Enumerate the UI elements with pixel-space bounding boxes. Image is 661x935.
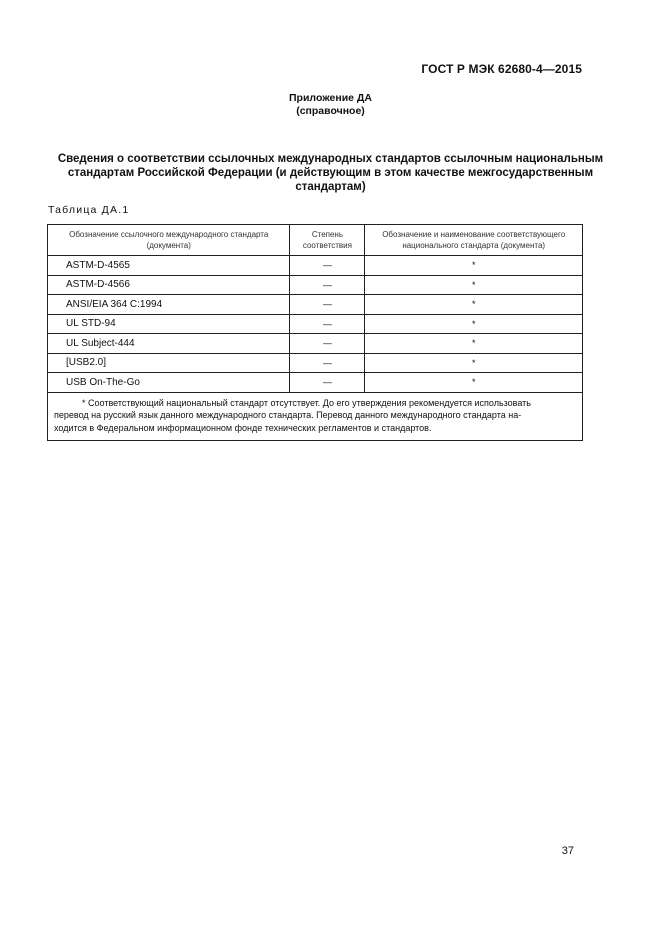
table-row [48, 334, 583, 354]
footnote-line: ходится в Федеральном информационном фонде технических регламентов и стандартов. [54, 422, 432, 433]
correspondence-table [47, 224, 583, 441]
header-line: (документа) [146, 241, 191, 250]
cell-standard: USB On-The-Go [48, 373, 290, 393]
cell-national: * [365, 314, 583, 334]
table-footnote [48, 392, 583, 441]
table-row [48, 314, 583, 334]
table-footnote-row [48, 392, 583, 441]
cell-standard: [USB2.0] [48, 353, 290, 373]
table-row [48, 295, 583, 315]
header-line: Степень [311, 230, 344, 239]
cell-degree: — [290, 295, 365, 315]
cell-standard: UL STD-94 [48, 314, 290, 334]
header-line: национального стандарта (документа) [402, 241, 546, 250]
column-header-national-standard [365, 225, 583, 256]
table-header-row [48, 225, 583, 256]
document-code: ГОСТ Р МЭК 62680-4—2015 [421, 62, 582, 76]
header-line: Обозначение ссылочного международного стандарта [69, 230, 269, 239]
annex-subtitle: (справочное) [296, 105, 365, 117]
cell-degree: — [290, 314, 365, 334]
cell-national: * [365, 353, 583, 373]
table-row [48, 373, 583, 393]
cell-degree: — [290, 334, 365, 354]
table-row [48, 275, 583, 295]
header-line: соответствия [302, 241, 352, 250]
cell-degree: — [290, 353, 365, 373]
section-title [48, 152, 613, 194]
annex-heading [0, 92, 661, 118]
column-header-degree [290, 225, 365, 256]
cell-national: * [365, 256, 583, 276]
page-number: 37 [561, 845, 574, 857]
section-title-line: стандартам) [295, 181, 366, 193]
cell-degree: — [290, 275, 365, 295]
cell-standard: UL Subject-444 [48, 334, 290, 354]
footnote-line: * Соответствующий национальный стандарт отсутствует. До его утверждения рекомендуется использовать [82, 397, 531, 408]
cell-degree: — [290, 256, 365, 276]
footnote-line: перевод на русский язык данного международного стандарта. Перевод данного международного стандарта на- [54, 410, 522, 420]
cell-standard: ASTM-D-4565 [48, 256, 290, 276]
table-caption: Таблица ДА.1 [48, 204, 130, 216]
cell-standard: ANSI/EIA 364 C:1994 [48, 295, 290, 315]
section-title-line: стандартам Российской Федерации (и действующим в этом качестве межгосударственным [67, 167, 594, 179]
header-line: Обозначение и наименование соответствующего [382, 230, 566, 239]
section-title-line: Сведения о соответствии ссылочных международных стандартов ссылочным национальным [57, 153, 604, 165]
cell-national: * [365, 334, 583, 354]
table-row [48, 256, 583, 276]
cell-national: * [365, 295, 583, 315]
table-row [48, 353, 583, 373]
cell-national: * [365, 373, 583, 393]
cell-standard: ASTM-D-4566 [48, 275, 290, 295]
annex-title: Приложение ДА [289, 92, 372, 104]
column-header-international-standard [48, 225, 290, 256]
cell-national: * [365, 275, 583, 295]
cell-degree: — [290, 373, 365, 393]
